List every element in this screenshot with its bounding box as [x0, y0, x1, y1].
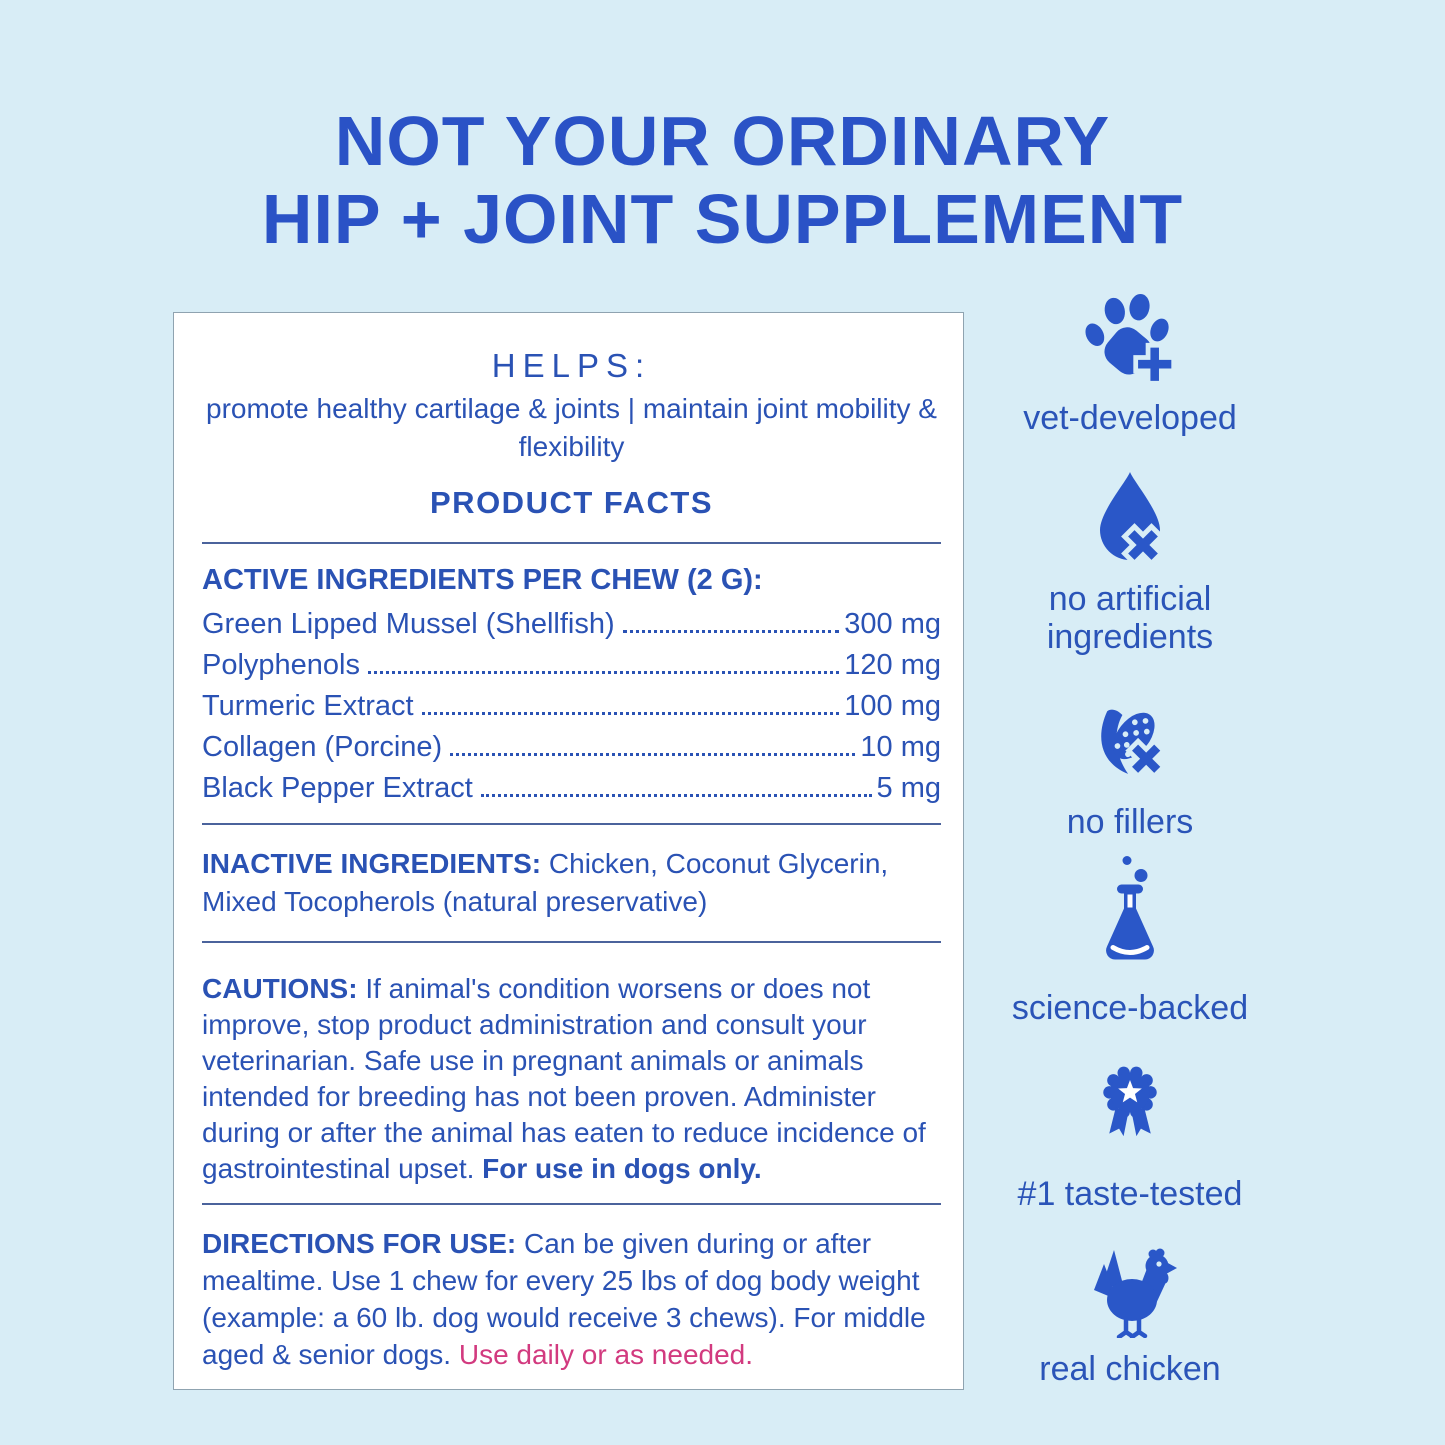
ingredient-row	[202, 604, 941, 645]
directions-paragraph	[202, 1225, 941, 1373]
inactive-ingredients-text: Chicken, Coconut Glycerin, Mixed Tocopherols (natural preservative)	[202, 848, 889, 917]
feature-item-no-artificial	[1000, 468, 1260, 656]
divider	[202, 542, 941, 544]
chicken-icon	[1080, 1238, 1180, 1338]
feature-item-vet-developed	[1000, 292, 1260, 437]
ingredient-row	[202, 768, 941, 809]
ingredient-dots	[368, 671, 839, 674]
cautions-label: CAUTIONS:	[202, 973, 358, 1004]
directions-label: DIRECTIONS FOR USE:	[202, 1228, 517, 1259]
ingredient-row	[202, 686, 941, 727]
ingredient-name: Polyphenols	[202, 649, 360, 681]
directions-highlight: Use daily or as needed.	[458, 1339, 754, 1370]
active-ingredients-heading: ACTIVE INGREDIENTS PER CHEW (2 G):	[202, 564, 763, 596]
directions-text: Can be given during or after mealtime. Use 1 chew for every 25 lbs of dog body weight (example: a 60 lb. dog would receive 3 chews). For middle aged & senior dogs.	[202, 1228, 926, 1370]
product-facts-panel	[173, 312, 964, 1390]
feature-item-real-chicken	[1000, 1238, 1260, 1388]
cautions-emphasis: For use in dogs only.	[482, 1153, 762, 1184]
helps-heading: HELPS:	[491, 347, 652, 384]
feature-label: #1 taste-tested	[1017, 1175, 1243, 1213]
divider	[202, 1203, 941, 1205]
ingredient-dots	[422, 712, 840, 715]
feature-label: real chicken	[1039, 1350, 1221, 1388]
feature-label: no fillers	[1066, 803, 1194, 841]
ingredient-dots	[481, 794, 872, 797]
ingredient-name: Green Lipped Mussel (Shellfish)	[202, 608, 615, 640]
ingredient-name: Turmeric Extract	[202, 690, 414, 722]
ingredient-amount: 100 mg	[844, 690, 941, 722]
page-title-line2: HIP + JOINT SUPPLEMENT	[261, 180, 1184, 258]
inactive-ingredients-paragraph	[202, 845, 941, 921]
cautions-paragraph	[202, 971, 941, 1187]
divider	[202, 941, 941, 943]
ingredient-row	[202, 727, 941, 768]
flask-icon	[1080, 852, 1180, 977]
ingredient-amount: 5 mg	[876, 772, 941, 804]
feature-item-science-backed	[1000, 852, 1260, 1027]
feature-item-taste-tested	[1000, 1058, 1260, 1213]
feature-list	[1000, 0, 1260, 1445]
award-ribbon-icon	[1080, 1058, 1180, 1163]
ingredient-name: Black Pepper Extract	[202, 772, 473, 804]
divider	[202, 823, 941, 825]
product-facts-heading: PRODUCT FACTS	[430, 485, 713, 520]
ingredient-amount: 10 mg	[860, 731, 941, 763]
ingredient-amount: 300 mg	[844, 608, 941, 640]
ingredient-name: Collagen (Porcine)	[202, 731, 443, 763]
ingredient-row	[202, 645, 941, 686]
corn-x-icon	[1080, 696, 1180, 791]
ingredient-dots	[623, 630, 840, 633]
feature-label: vet-developed	[1023, 399, 1237, 437]
feature-label: science-backed	[1011, 989, 1249, 1027]
page-title-line1: NOT YOUR ORDINARY	[334, 102, 1111, 180]
droplet-x-icon	[1080, 468, 1180, 568]
feature-label: no artificial ingredients	[1046, 580, 1214, 656]
ingredient-amount: 120 mg	[844, 649, 941, 681]
ingredient-dots	[450, 753, 855, 756]
feature-item-no-fillers	[1000, 696, 1260, 841]
helps-text: promote healthy cartilage & joints | maintain joint mobility & flexibility	[206, 393, 937, 462]
cautions-text: If animal's condition worsens or does not improve, stop product administration and consult your veterinarian. Safe use in pregnant animals or animals intended for breeding has not been proven. Administer during or after the animal has eaten to reduce incidence of gastrointestinal upset.	[202, 973, 926, 1184]
inactive-ingredients-label: INACTIVE INGREDIENTS:	[202, 848, 542, 879]
paw-plus-icon	[1080, 292, 1180, 387]
